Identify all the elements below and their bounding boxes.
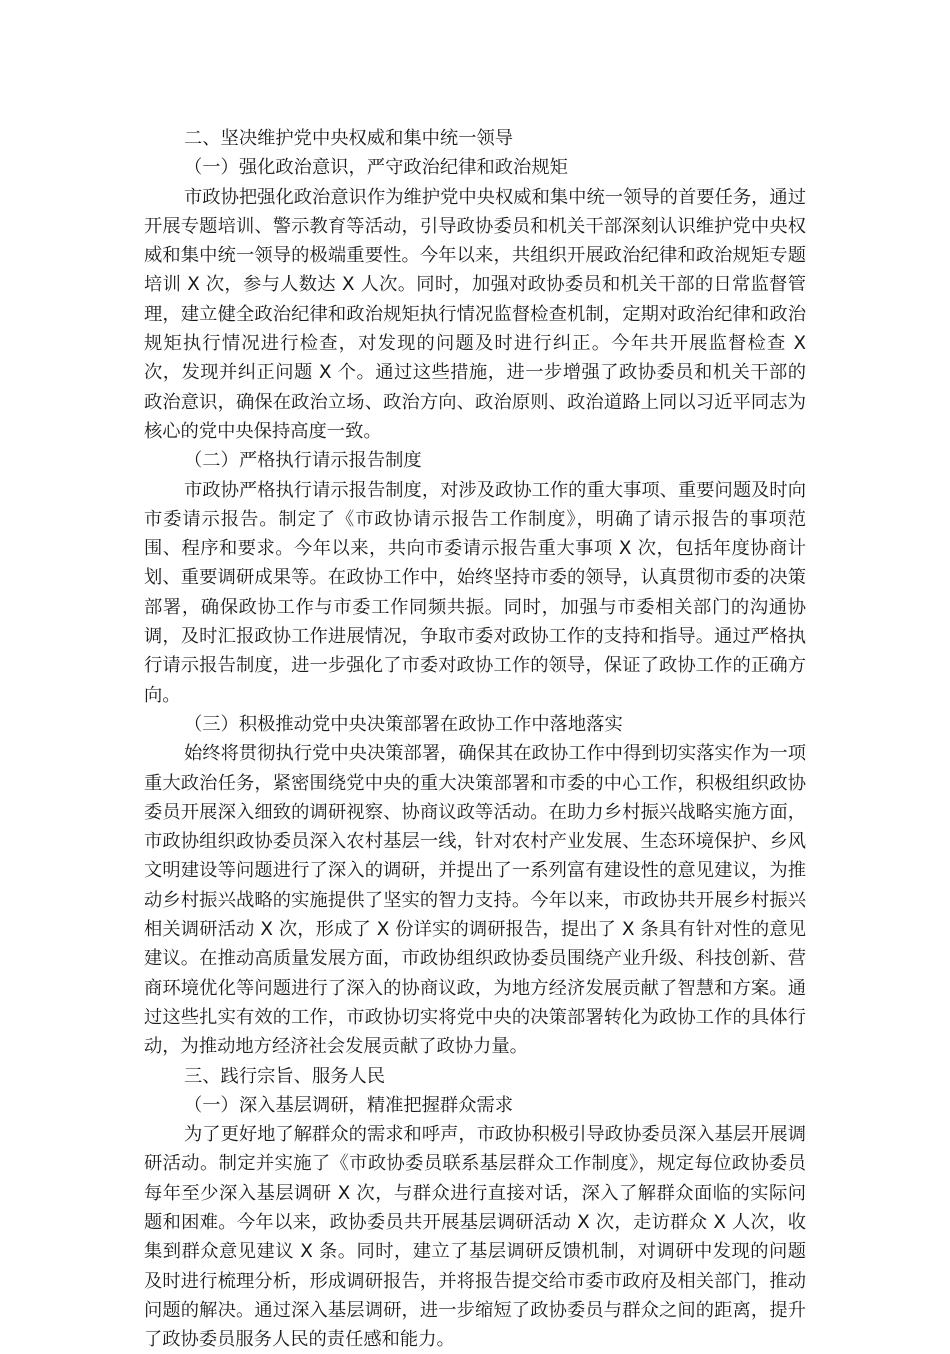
paragraph-2-2: 市政协严格执行请示报告制度，对涉及政协工作的重大事项、重要问题及时向市委请示报告。制定了《市政协请示报告工作制度》，明确了请示报告的事项范围、程序和要求。今年以来，共向市委请示报告重大事项 X 次，包括年度协商计划、重要调研成果等。在政协工作中，始终坚持市委的领导，认真贯彻市委的决策部署，确保政协工作与市委工作同频共振。同时，加强与市委相关部门的沟通协调，及时汇报政协工作进展情况，争取市委对政协工作的支持和指导。通过严格执行请示报告制度，进一步强化了市委对政协工作的领导，保证了政协工作的正确方向。 xyxy=(144,479,806,706)
section-heading-3: 三、践行宗旨、服务人民 xyxy=(184,1065,386,1087)
subsection-heading-2-3: （三）积极推动党中央决策部署在政协工作中落地落实 xyxy=(184,713,623,735)
subsection-heading-2-1: （一）强化政治意识，严守政治纪律和政治规矩 xyxy=(184,157,568,179)
paragraph-2-3: 始终将贯彻执行党中央决策部署，确保其在政协工作中得到切实落实作为一项重大政治任务，紧密围绕党中央的重大决策部署和市委的中心工作，积极组织政协委员开展深入细致的调研视察、协商议政等活动。在助力乡村振兴战略实施方面，市政协组织政协委员深入农村基层一线，针对农村产业发展、生态环境保护、乡风文明建设等问题进行了深入的调研，并提出了一系列富有建设性的意见建议，为推动乡村振兴战略的实施提供了坚实的智力支持。今年以来，市政协共开展乡村振兴相关调研活动 X 次，形成了 X 份详实的调研报告，提出了 X 条具有针对性的意见建议。在推动高质量发展方面，市政协组织政协委员围绕产业升级、科技创新、营商环境优化等问题进行了深入的协商议政，为地方经济发展贡献了智慧和方案。通过这些扎实有效的工作，市政协切实将党中央的决策部署转化为政协工作的具体行动，为推动地方经济社会发展贡献了政协力量。 xyxy=(144,743,806,1058)
section-heading-2: 二、坚决维护党中央权威和集中统一领导 xyxy=(184,128,514,149)
document-page xyxy=(144,124,806,1354)
subsection-heading-3-1: （一）深入基层调研，精准把握群众需求 xyxy=(184,1094,514,1116)
paragraph-2-1: 市政协把强化政治意识作为维护党中央权威和集中统一领导的首要任务，通过开展专题培训、警示教育等活动，引导政协委员和机关干部深刻认识维护党中央权威和集中统一领导的极端重要性。今年以来，共组织开展政治纪律和政治规矩专题培训 X 次，参与人数达 X 人次。同时，加强对政协委员和机关干部的日常监督管理，建立健全政治纪律和政治规矩执行情况监督检查机制，定期对政治纪律和政治规矩执行情况进行检查，对发现的问题及时进行纠正。今年共开展监督检查 X 次，发现并纠正问题 X 个。通过这些措施，进一步增强了政协委员和机关干部的政治意识，确保在政治立场、政治方向、政治原则、政治道路上同以习近平同志为核心的党中央保持高度一致。 xyxy=(144,186,806,442)
paragraph-3-1: 为了更好地了解群众的需求和呼声，市政协积极引导政协委员深入基层开展调研活动。制定并实施了《市政协委员联系基层群众工作制度》，规定每位政协委员每年至少深入基层调研 X 次，与群众进行直接对话，深入了解群众面临的实际问题和困难。今年以来，政协委员共开展基层调研活动 X 次，走访群众 X 人次，收集到群众意见建议 X 条。同时，建立了基层调研反馈机制，对调研中发现的问题及时进行梳理分析，形成调研报告，并将报告提交给市委市政府及相关部门，推动问题的解决。通过深入基层调研，进一步缩短了政协委员与群众之间的距离，提升了政协委员服务人民的责任感和能力。 xyxy=(144,1124,806,1351)
subsection-heading-2-2: （二）严格执行请示报告制度 xyxy=(184,450,422,472)
